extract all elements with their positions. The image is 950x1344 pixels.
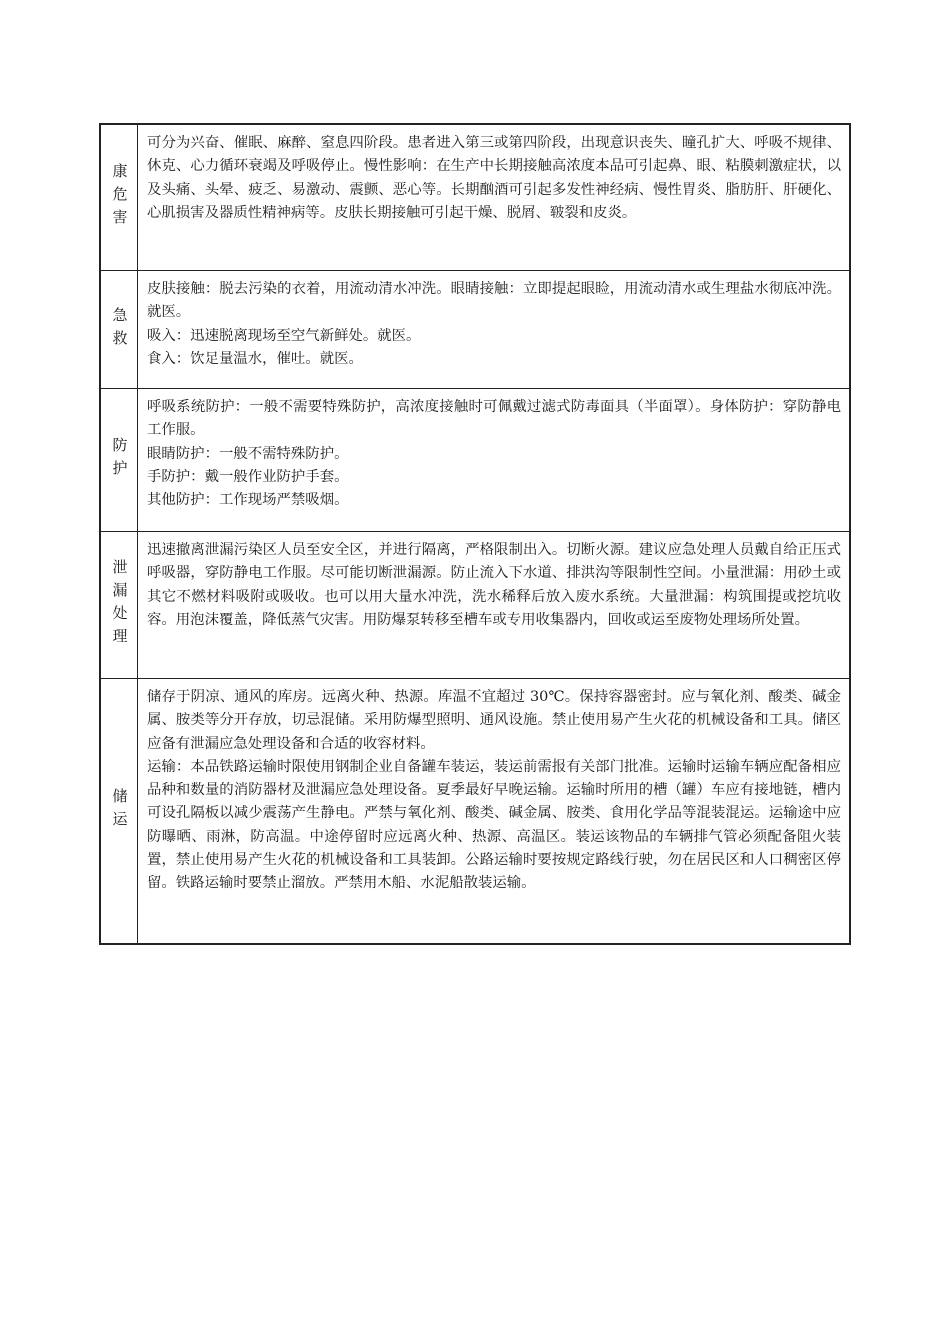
storage-text: 储存于阴凉、通风的库房。远离火种、热源。库温不宜超过 30℃。保持容器密封。应与氧化剂、酸类、碱金属、胺类等分开存放，切忌混储。采用防爆型照明、通风设施。禁止使用易产生火花的机械设备和工具。储区应备有泄漏应急处理设备和合适的收容材料。 <box>147 689 841 752</box>
health-hazard-content <box>138 125 849 270</box>
protection-respiratory-text: 呼吸系统防护：一般不需要特殊防护，高浓度接触时可佩戴过滤式防毒面具（半面罩）。身体防护：穿防静电工作服。 <box>147 399 841 439</box>
protection-content <box>138 389 849 531</box>
storage-transport-content <box>138 679 849 943</box>
health-hazard-label: 康危害 <box>110 163 129 232</box>
protection-row <box>101 388 849 531</box>
health-hazard-label-cell <box>101 125 138 270</box>
first-aid-inhalation-text: 吸入：迅速脱离现场至空气新鲜处。就医。 <box>147 327 421 344</box>
protection-other-text: 其他防护：工作现场严禁吸烟。 <box>147 492 349 509</box>
protection-label: 防护 <box>110 437 129 483</box>
first-aid-label-cell <box>101 271 138 388</box>
first-aid-content <box>138 271 849 388</box>
first-aid-label: 急救 <box>110 306 129 353</box>
health-hazard-row <box>101 125 849 270</box>
leak-handling-label: 泄漏处理 <box>110 559 129 651</box>
first-aid-ingestion-text: 食入：饮足量温水，催吐。就医。 <box>147 350 363 367</box>
storage-transport-label: 储运 <box>110 788 129 834</box>
leak-handling-content <box>138 532 849 678</box>
transport-text: 运输：本品铁路运输时限使用钢制企业自备罐车装运，装运前需报有关部门批准。运输时运输车辆应配备相应品种和数量的消防器材及泄漏应急处理设备。夏季最好早晚运输。运输时所用的槽（罐）车应有接地链，槽内可设孔隔板以减少震荡产生静电。严禁与氧化剂、酸类、碱金属、胺类、食用化学品等混装混运。运输途中应防曝晒、雨淋，防高温。中途停留时应远离火种、热源、高温区。装运该物品的车辆排气管必须配备阻火装置，禁止使用易产生火花的机械设备和工具装卸。公路运输时要按规定路线行驶，勿在居民区和人口稠密区停留。铁路运输时要禁止溜放。严禁用木船、水泥船散装运输。 <box>147 758 841 892</box>
health-hazard-text: 可分为兴奋、催眠、麻醉、窒息四阶段。患者进入第三或第四阶段，出现意识丧失、瞳孔扩大、呼吸不规律、休克、心力循环衰竭及呼吸停止。慢性影响：在生产中长期接触高浓度本品可引起鼻、眼、粘膜刺激症状，以及头痛、头晕、疲乏、易激动、震颤、恶心等。长期酗酒可引起多发性神经病、慢性胃炎、脂肪肝、肝硬化、心肌损害及器质性精神病等。皮肤长期接触可引起干燥、脱屑、皲裂和皮炎。 <box>147 135 841 221</box>
storage-transport-row <box>101 678 849 943</box>
safety-data-table <box>99 123 851 945</box>
leak-handling-row <box>101 531 849 678</box>
leak-handling-text: 迅速撤离泄漏污染区人员至安全区，并进行隔离，严格限制出入。切断火源。建议应急处理人员戴自给正压式呼吸器，穿防静电工作服。尽可能切断泄漏源。防止流入下水道、排洪沟等限制性空间。小量泄漏：用砂土或其它不燃材料吸附或吸收。也可以用大量水冲洗，洗水稀释后放入废水系统。大量泄漏：构筑围提或挖坑收容。用泡沫覆盖，降低蒸气灾害。用防爆泵转移至槽车或专用收集器内，回收或运至废物处理场所处置。 <box>147 542 841 628</box>
protection-eye-text: 眼睛防护：一般不需特殊防护。 <box>147 445 349 462</box>
protection-label-cell <box>101 389 138 531</box>
storage-transport-label-cell <box>101 679 138 943</box>
first-aid-skin-eye-text: 皮肤接触：脱去污染的衣着，用流动清水冲洗。眼睛接触：立即提起眼睑，用流动清水或生理盐水彻底冲洗。就医。 <box>147 281 841 321</box>
first-aid-row <box>101 270 849 388</box>
protection-hand-text: 手防护：戴一般作业防护手套。 <box>147 468 349 485</box>
leak-handling-label-cell <box>101 532 138 678</box>
